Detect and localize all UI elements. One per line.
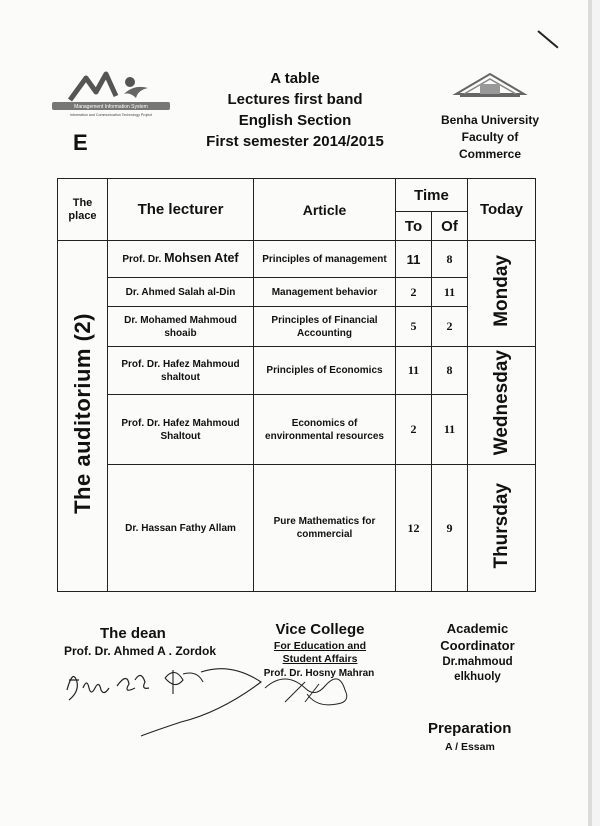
university-line: Faculty of — [461, 130, 519, 144]
time-to-cell: 11 — [396, 241, 432, 278]
lecturer-name: Mohsen Atef — [164, 251, 239, 265]
time-of-cell: 9 — [432, 465, 468, 592]
academic-title-line: Academic — [446, 621, 509, 636]
table-row — [58, 395, 536, 465]
table-row — [58, 307, 536, 347]
lecturer-prefix: Prof. Dr. — [122, 254, 162, 265]
mis-logo — [50, 66, 172, 118]
article-cell: Principles of management — [254, 241, 396, 278]
time-of-cell: 8 — [432, 347, 468, 395]
vice-subtitle-line: For Education and — [273, 640, 367, 652]
time-to-cell: 5 — [396, 307, 432, 347]
table-row — [58, 278, 536, 307]
time-of-cell: 2 — [432, 307, 468, 347]
university-name — [420, 112, 560, 163]
vice-title: Vice College — [275, 621, 365, 638]
lecture-schedule-table — [57, 178, 536, 592]
time-to-cell: 2 — [396, 395, 432, 465]
page-title — [190, 68, 400, 152]
table-row — [58, 347, 536, 395]
title-line: English Section — [238, 112, 352, 129]
title-line: Lectures first band — [227, 91, 363, 108]
academic-coordinator-title — [415, 620, 540, 654]
dean-name: Prof. Dr. Ahmed A . Zordok — [64, 644, 217, 658]
header-to: To — [396, 212, 432, 241]
table-row — [58, 241, 536, 278]
lecturer-cell — [108, 241, 254, 278]
university-line: Benha University — [440, 113, 540, 127]
lecturer-cell: Dr. Ahmed Salah al-Din — [108, 278, 254, 307]
day-cell — [468, 465, 536, 592]
time-of-cell: 11 — [432, 278, 468, 307]
academic-title-line: Coordinator — [440, 638, 515, 653]
article-cell: Management behavior — [254, 278, 396, 307]
day-cell — [468, 347, 536, 465]
lecturer-cell: Dr. Mohamed Mahmoud shoaib — [108, 307, 254, 347]
lecturer-cell: Dr. Hassan Fathy Allam — [108, 465, 254, 592]
day-label: Wednesday — [490, 350, 512, 456]
vice-subtitle-line: Student Affairs — [282, 653, 358, 665]
day-label: Monday — [490, 255, 512, 327]
article-cell: Principles of Financial Accounting — [254, 307, 396, 347]
lecturer-cell: Prof. Dr. Hafez Mahmoud Shaltout — [108, 395, 254, 465]
logo-subtext: Information and Communication Technology Project — [69, 113, 153, 117]
header-today: Today — [468, 179, 536, 241]
handwritten-signatures — [55, 650, 395, 740]
logo-text: Management Information System — [74, 104, 148, 110]
day-label: Thursday — [490, 482, 512, 569]
dean-title: The dean — [100, 625, 166, 642]
header-article: Article — [254, 179, 396, 241]
article-cell: Economics of environmental resources — [254, 395, 396, 465]
vice-name: Prof. Dr. Hosny Mahran — [263, 668, 375, 679]
header-place: The place — [58, 179, 108, 241]
section-letter: E — [73, 130, 88, 155]
time-to-cell: 11 — [396, 347, 432, 395]
article-cell: Pure Mathematics for commercial — [254, 465, 396, 592]
university-logo — [450, 68, 530, 98]
time-of-cell: 8 — [432, 241, 468, 278]
pen-mark — [537, 30, 558, 48]
academic-name-line: elkhuoly — [454, 671, 501, 683]
header-of: Of — [432, 212, 468, 241]
header-lecturer: The lecturer — [108, 179, 254, 241]
day-cell — [468, 241, 536, 347]
article-cell: Principles of Economics — [254, 347, 396, 395]
preparation-title: Preparation — [428, 720, 512, 737]
table-row — [58, 465, 536, 592]
title-line: A table — [270, 70, 320, 87]
header-time: Time — [396, 179, 468, 212]
university-line: Commerce — [458, 147, 522, 161]
place-cell — [58, 241, 108, 592]
time-to-cell: 12 — [396, 465, 432, 592]
time-to-cell: 2 — [396, 278, 432, 307]
title-line: First semester 2014/2015 — [206, 133, 384, 150]
time-of-cell: 11 — [432, 395, 468, 465]
preparation-name: A / Essam — [445, 741, 495, 753]
academic-coordinator-name — [415, 655, 540, 685]
place-value: The auditorium (2) — [69, 313, 95, 514]
academic-name-line: Dr.mahmoud — [442, 656, 513, 668]
lecturer-cell: Prof. Dr. Hafez Mahmoud shaltout — [108, 347, 254, 395]
